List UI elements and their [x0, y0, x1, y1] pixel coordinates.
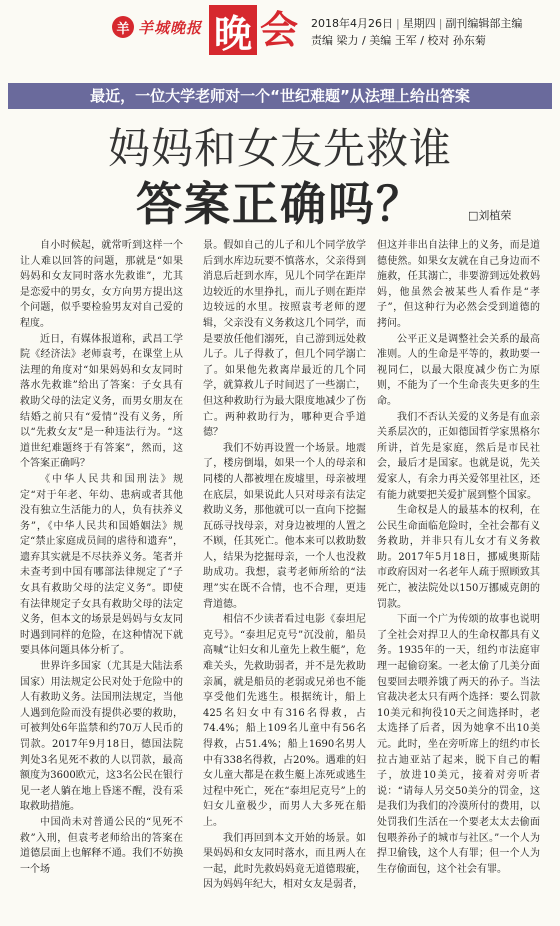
article-subtitle: 答案正确吗？	[136, 177, 424, 231]
article-byline: □刘植荣	[468, 209, 512, 222]
article-paragraph: 我们不妨再设置一个场景。地震了，楼房倒塌，如果一个人的母亲和同楼的人都被埋在废墟里，母亲被埋在底层，如果说此人只对母亲有法定救助义务，那他就可以一直向下挖掘瓦砾寻找母亲，对身边被埋的人置之不顾，任其死亡。他本来可以救助数人，结果为挖掘母亲，一个人也没救助成功。我想，袁考老师所给的“法理”实在既不合情，也不合理，更违背道德。	[203, 442, 366, 610]
article-paragraph: 世界许多国家（尤其是大陆法系国家）用法规定公民对处于危险中的人有救助义务。法国刑法规定，当他人遇到危险而没有提供必要的救助，可被判处6年监禁和约70万人民币的罚款。2017年9月18日，德国法院判处3名见死不救的人以罚款，最高额度为3600欧元，这3名公民在银行见一老人躺在地上昏迷不醒，没有采取救助措施。	[20, 661, 183, 813]
masthead	[0, 0, 560, 58]
issue-date: 2018年4月26日	[311, 17, 393, 30]
article-column-3	[377, 238, 540, 877]
section-char-wan: 晚	[209, 5, 257, 55]
editor-line: 副刊编辑部主编	[445, 17, 523, 30]
article-paragraph: 自小时候起，就常听到这样一个让人难以回答的问题，那就是“如果妈妈和女友同时落水先救谁”，尤其是恋爱中的男女，女方向男方提出这个问题，似乎要检验男友对自己爱的程度。	[20, 240, 183, 329]
article-title: 妈妈和女友先救谁	[107, 124, 452, 173]
article-paragraph: 景。假如自己的儿子和儿个同学放学后到水库边玩要不慎落水，父亲得到消息后赶到水库，见儿个同学在距岸边较近的水里挣扎，而儿子则在距岸边较远的水里。按照袁考老师的逻辑，父亲没有义务救这几个同学，而是要放任他们溺死，自己游到远处救儿子。儿子得救了，但几个同学溺亡了。如果他先救离岸最近的几个同学，就算救儿子时间迟了一些溺亡，但这种救助行为最大限度地减少了伤亡。两种救助行为，哪种更合乎道德？	[203, 240, 366, 439]
credits-line: 责编 梁力 / 美编 王军 / 校对 孙东菊	[311, 34, 486, 47]
article-column-2	[203, 238, 366, 893]
issue-weekday: 星期四	[402, 17, 436, 30]
section-char-hui: 会	[260, 8, 299, 52]
article-paragraph: 但这并非出自法律上的义务，而是道德使然。如果女友就在自己身边而不施救，任其溺亡，非要游到远处救妈妈，他虽然会被某些人看作是“孝子”，但这种行为必然会受到道德的拷问。	[377, 240, 540, 329]
article-paragraph: 下面一个广为传颂的故事也说明了全社会对捍卫人的生命权都具有义务。1935年的一天，纽约市法庭审理一起偷窃案。一老太偷了几美分面包要回去喂养饿了两天的孙子。当法官裁决老太只有两个选择：要么罚款10美元和拘役10天之间选择时，老太选择了后者，因为她拿不出10美元。此时，坐在旁听席上的纽约市长拉古迪亚站了起来，脱下自己的帽子，放进10美元，接着对旁听者说：“请每人另交50美分的罚金，这是我们为我们的冷漠所付的费用，以处罚我们生活在一个要老太太去偷面包喂养孙子的城市与社区。”一个人为捍卫偷钱，这个人有罪；但一个人为生存偷面包，这个社会有罪。	[377, 614, 540, 875]
issue-info: 2018年4月26日 | 星期四 | 副刊编辑部主编	[311, 17, 523, 30]
article-paragraph: 中国尚未对普通公民的“见死不救”入刑，但袁考老师给出的答案在道德层面上也解释不通。我们不妨换一个场	[20, 816, 183, 875]
logo-emblem-icon: 羊	[112, 16, 134, 38]
article-paragraph: 生命权是人的最基本的权利，在公民生命面临危险时，全社会都有义务救助，并非只有儿女才有义务救助。2017年5月18日，挪威奥斯陆市政府因对一名老年人疏于照顾致其死亡，被法院处以150万挪威克朗的罚款。	[377, 505, 540, 610]
article-paragraph: 相信不少读者看过电影《泰坦尼克号》。“泰坦尼克号”沉没前，船员高喊“让妇女和儿童先上救生艇”，危难关头，先救助弱者，并不是先救助亲属，就是船员的老弱或兄弟也不能享受他们先逃生。根据统计，船上425名妇女中有316名得救，占74.4%；船上109名儿童中有56名得救，占51.4%；船上1690名男人中有338名得救，占20%。遇难的妇女儿童大都是在救生艇上冻死或逃生过程中死亡，死在“泰坦尼克号”上的妇女儿童极少，而男人大多死在船上。	[203, 614, 366, 828]
article-paragraph: 我们再回到本文开始的场景。如果妈妈和女友同时落水，而且两人在一起，此时先救妈妈竟无道德瑕疵，因为妈妈年纪大，相对女友是弱者，	[203, 832, 366, 891]
logo-text: 羊城晚报	[138, 18, 203, 37]
article-paragraph: 我们不否认关爱的义务是有血亲关系层次的，正如德国哲学家黑格尔所讲，首先是家庭，然后是市民社会，最后才是国家。也就是说，先关爱家人，有余力再关爱邻里社区，还有能力就要把关爱扩展到整个国家。	[377, 411, 540, 501]
article-kicker: 最近，一位大学老师对一个“世纪难题”从法理上给出答案	[8, 83, 552, 109]
article-paragraph: 近日，有媒体报道称，武昌工学院《经济法》老师袁考，在课堂上从法理的角度对“如果妈妈和女友同时落水先救谁”给出了答案：子女具有救助父母的法定义务，而男女朋友在结婚之前只有“爱情”没有义务，所以“先救女友”是一种违法行为。“这道世纪难题终于有答案”，然而，这个答案正确吗？	[20, 333, 183, 470]
article-paragraph: 公平正义是调整社会关系的最高准则。人的生命是平等的，救助要一视同仁，以最大限度减少伤亡为原则，不能为了一个生命丧失更多的生命。	[377, 333, 540, 407]
newspaper-logo	[112, 12, 207, 42]
article-paragraph: 《中华人民共和国刑法》规定“对于年老、年幼、患病或者其他没有独立生活能力的人，负有扶养义务”，《中华人民共和国婚姻法》规定“禁止家庭成员间的虐待和遗弃”，遗弃其实就是不尽扶养义务。笔者并未查考到中国有哪部法律规定了“子女具有救助父母的法定义务”。即使有法律规定子女具有救助父母的法定义务，但本文的场景是妈妈与女友同时遇到同样的危险，在这种情况下就要具体问题具体分析了。	[20, 473, 183, 657]
article-column-1	[20, 238, 183, 877]
